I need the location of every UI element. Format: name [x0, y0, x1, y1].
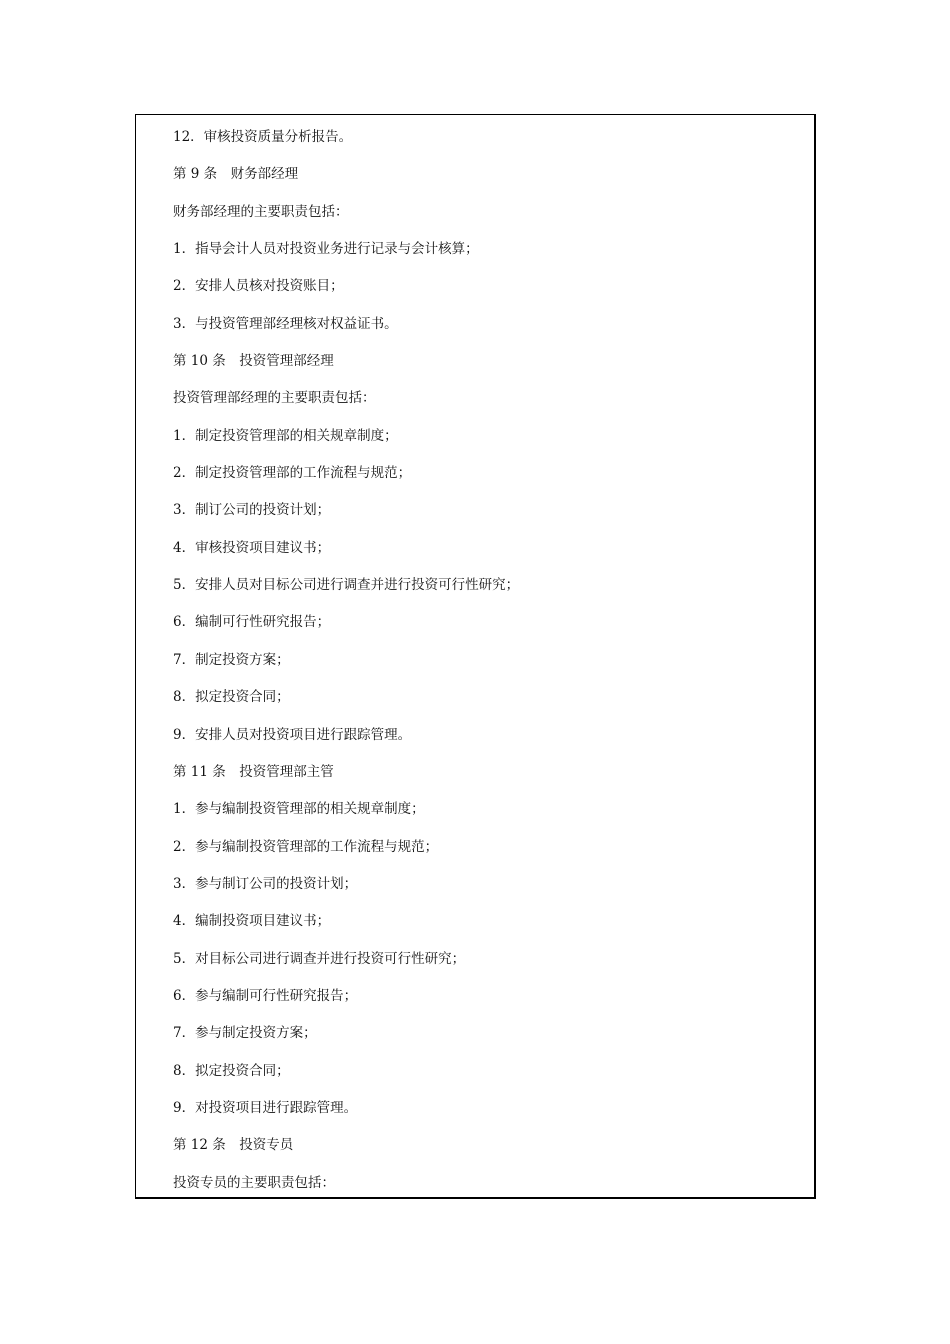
list-item: 3．参与制订公司的投资计划；	[173, 875, 358, 892]
text-line: 投资专员的主要职责包括：	[173, 1174, 335, 1191]
list-item: 7．制定投资方案；	[173, 651, 290, 668]
list-item: 5．对目标公司进行调查并进行投资可行性研究；	[173, 950, 466, 967]
list-item: 2．参与编制投资管理部的工作流程与规范；	[173, 838, 439, 855]
article-heading: 第 9 条 财务部经理	[173, 166, 299, 183]
document-body	[173, 126, 519, 1209]
text-line: 12．审核投资质量分析报告。	[173, 129, 353, 145]
list-item: 5．安排人员对目标公司进行调查并进行投资可行性研究；	[173, 577, 520, 594]
article-heading: 第 11 条 投资管理部主管	[173, 763, 334, 780]
list-item: 9．安排人员对投资项目进行跟踪管理。	[173, 726, 412, 743]
list-item: 4．编制投资项目建议书；	[173, 913, 331, 930]
list-item: 3．制订公司的投资计划；	[173, 502, 331, 519]
article-heading: 第 12 条 投资专员	[173, 1137, 294, 1154]
list-item: 9．对投资项目进行跟踪管理。	[173, 1099, 358, 1116]
list-item: 1．制定投资管理部的相关规章制度；	[173, 427, 398, 444]
list-item: 8．拟定投资合同；	[173, 689, 290, 706]
list-item: 6．编制可行性研究报告；	[173, 614, 331, 631]
list-item: 1．指导会计人员对投资业务进行记录与会计核算；	[173, 241, 479, 258]
list-item: 6．参与编制可行性研究报告；	[173, 987, 358, 1004]
text-line: 财务部经理的主要职责包括：	[173, 203, 349, 220]
list-item: 2．制定投资管理部的工作流程与规范；	[173, 465, 412, 482]
list-item: 3．与投资管理部经理核对权益证书。	[173, 315, 398, 332]
list-item: 4．审核投资项目建议书；	[173, 539, 331, 556]
list-item: 7．参与制定投资方案；	[173, 1025, 317, 1042]
list-item: 2．安排人员核对投资账目；	[173, 278, 344, 295]
text-line: 投资管理部经理的主要职责包括：	[173, 390, 376, 407]
article-heading: 第 10 条 投资管理部经理	[173, 353, 334, 370]
list-item: 1．参与编制投资管理部的相关规章制度；	[173, 801, 425, 818]
list-item: 8．拟定投资合同；	[173, 1062, 290, 1079]
